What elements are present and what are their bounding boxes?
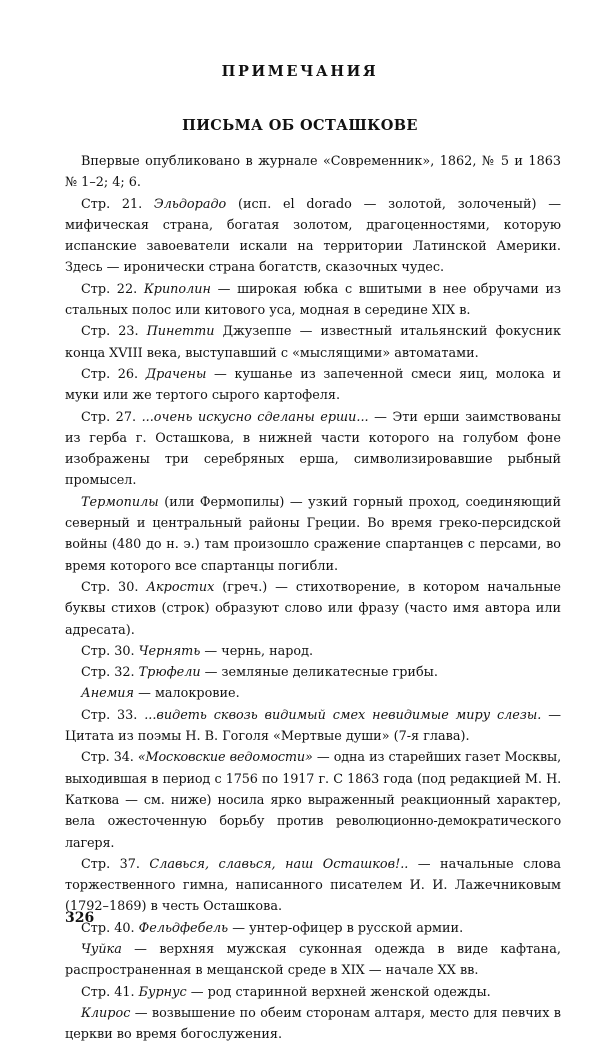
note-term: Анемия (81, 686, 135, 702)
note-paragraph (65, 641, 561, 662)
note-paragraph (65, 1003, 561, 1045)
note-lead: Стр. 22. (81, 281, 144, 297)
note-text: (греч.) — стихотворение, в котором начальные буквы стихов (строк) образуют слово или фразу (часто имя автора или адресата). (65, 579, 561, 638)
note-paragraph (65, 577, 561, 641)
note-term: Славься, славься, наш Осташков!.. (149, 856, 409, 872)
note-lead: Стр. 41. (81, 984, 139, 1000)
note-term: Криполин (143, 281, 211, 297)
note-term: Бурнус (138, 984, 187, 1000)
section-title: ПРИМЕЧАНИЯ (221, 63, 379, 80)
note-text: (исп. el dorado — золотой, золоченый) — мифическая страна, богатая золотом, драгоценностями, которую испанские завоеватели искали на территории Латинской Америки. Здесь — иронически страна богатств, сказочных чудес. (65, 196, 561, 276)
note-term: Клирос (81, 1005, 131, 1021)
note-paragraph (65, 918, 561, 939)
notes-list (65, 151, 561, 1045)
note-text: — Эти ерши заимствованы из герба г. Осташкова, в нижней части которого на голубом фоне изображены три серебряных ерша, символизировавшие рыбный промысел. (65, 409, 561, 489)
note-text: — верхняя мужская суконная одежда в виде кафтана, распространенная в мещанской среде в XIX — начале XX вв. (65, 941, 561, 979)
note-paragraph (65, 747, 561, 853)
note-paragraph (65, 364, 561, 407)
note-term: Чуйка (81, 941, 122, 957)
note-text: — кушанье из запеченной смеси яиц, молока и муки или же тертого сырого картофеля. (65, 366, 561, 404)
page-number: 326 (65, 910, 95, 926)
note-paragraph (65, 683, 561, 704)
note-lead: Стр. 37. (81, 856, 150, 872)
note-lead: Стр. 30. (81, 579, 147, 595)
note-text: — земляные деликатесные грибы. (200, 665, 438, 681)
note-paragraph (65, 321, 561, 364)
note-text: — возвышение по обеим сторонам алтаря, место для певчих в церкви во время богослужения. (65, 1005, 561, 1043)
note-lead: Стр. 21. (81, 196, 154, 212)
note-paragraph (65, 982, 561, 1003)
note-text: — одна из старейших газет Москвы, выходившая в период с 1756 по 1917 г. С 1863 года (под редакцией М. Н. Каткова — см. ниже) носила ярко выраженный реакционный характер, вела ожесточенную борьбу против революционно-демократического лагеря. (65, 750, 561, 851)
note-term: Эльдорадо (153, 196, 227, 212)
note-text: — начальные слова торжественного гимна, написанного писателем И. И. Лажечниковым (1792–1869) в честь Осташкова. (65, 856, 561, 915)
note-paragraph (65, 705, 561, 748)
note-paragraph (65, 939, 561, 982)
note-paragraph (65, 194, 561, 279)
note-paragraph (65, 279, 561, 322)
note-text: Джузеппе — известный итальянский фокусник конца XVIII века, выступавший с «мыслящими» автоматами. (65, 324, 561, 361)
note-lead: Стр. 23. (81, 324, 147, 340)
chapter-subtitle: ПИСЬМА ОБ ОСТАШКОВЕ (182, 117, 418, 134)
note-text: — широкая юбка с вшитыми в нее обручами из стальных полос или китового уса, модная в середине XIX в. (65, 281, 561, 319)
note-term: ...видеть сквозь видимый смех невидимые миру слезы. (144, 707, 542, 723)
note-term: Чернять (138, 643, 201, 659)
note-lead: Стр. 27. (81, 409, 142, 425)
note-term: Драчены (145, 366, 207, 382)
note-text: — малокровие. (134, 686, 240, 702)
note-lead: Стр. 32. (81, 665, 139, 681)
note-lead: Стр. 33. (81, 707, 145, 723)
note-text: — Цитата из поэмы Н. В. Гоголя «Мертвые души» (7-я глава). (65, 707, 562, 745)
note-text: — унтер-офицер в русской армии. (228, 920, 464, 936)
note-term: Трюфели (138, 665, 201, 681)
note-text: — род старинной верхней женской одежды. (186, 984, 491, 1000)
note-text: (или Фермопилы) — узкий горный проход, соединяющий северный и центральный районы Греции. Во время греко-персидской войны (480 до н. э.) там произошло сражение спартанцев с персами, во время которого все спартанцы погибли. (65, 494, 561, 574)
note-paragraph (65, 492, 561, 577)
note-term: Фельдфебель (138, 920, 229, 936)
note-term: Пинетти (146, 324, 215, 340)
note-term: Акростих (146, 579, 215, 595)
note-paragraph (65, 151, 561, 194)
note-lead: Стр. 26. (81, 366, 146, 382)
note-term: «Московские ведомости» (137, 750, 313, 766)
note-term: Термопилы (81, 494, 159, 510)
note-lead: Стр. 30. (81, 643, 139, 659)
note-lead: Стр. 40. (81, 920, 139, 936)
note-paragraph (65, 662, 561, 683)
note-paragraph (65, 407, 561, 492)
note-lead: Стр. 34. (81, 750, 138, 766)
note-paragraph (65, 854, 561, 918)
note-lead: Впервые опубликовано в журнале «Современник», 1862, № 5 и 1863 № 1–2; 4; 6. (65, 154, 561, 191)
note-term: ...очень искусно сделаны ерши... (141, 409, 369, 425)
note-text: — чернь, народ. (200, 643, 314, 659)
